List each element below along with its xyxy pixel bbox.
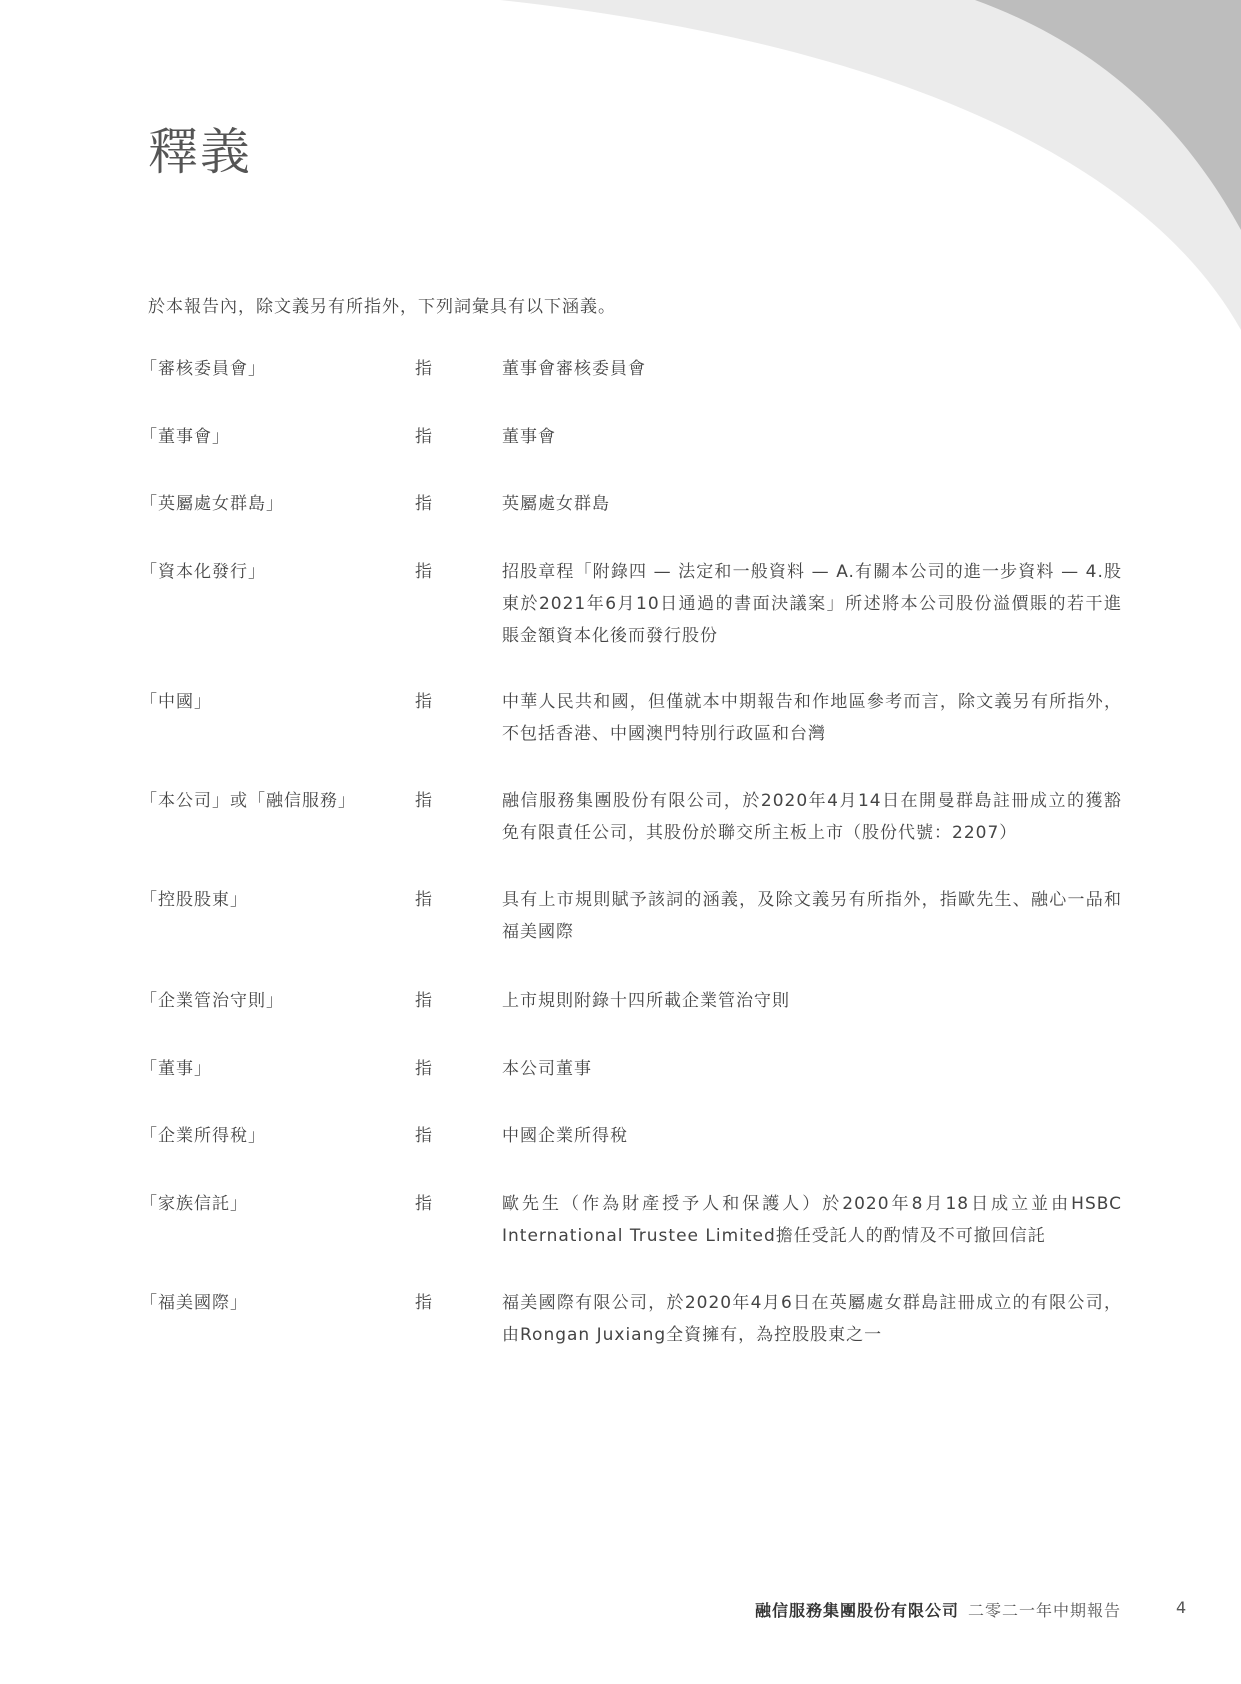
definition-text: 中國企業所得稅	[502, 1126, 628, 1146]
page-number: 4	[1176, 1598, 1187, 1617]
definition-text: 英屬處女群島	[502, 494, 610, 514]
definition-means: 指	[415, 1194, 432, 1214]
definition-means: 指	[415, 1126, 432, 1146]
definition-text: 招股章程「附錄四 — 法定和一般資料 — A.有關本公司的進一步資料 — 4.股東於2021年6月10日通過的書面決議案」所述將本公司股份溢價賬的若干進賬金額資本化後而發行股份	[502, 562, 1122, 646]
definition-text: 上市規則附錄十四所載企業管治守則	[502, 991, 790, 1011]
intro-text: 於本報告內，除文義另有所指外，下列詞彙具有以下涵義。	[148, 297, 616, 317]
definition-means: 指	[415, 562, 432, 582]
definition-means: 指	[415, 494, 432, 514]
definition-text: 具有上市規則賦予該詞的涵義，及除文義另有所指外，指歐先生、融心一品和福美國際	[502, 890, 1122, 942]
definition-text: 董事會審核委員會	[502, 359, 646, 379]
definition-term: 「董事」	[140, 1059, 212, 1079]
definition-term: 「董事會」	[140, 427, 230, 447]
definition-means: 指	[415, 359, 432, 379]
definition-text: 中華人民共和國，但僅就本中期報告和作地區參考而言，除文義另有所指外，不包括香港、中國澳門特別行政區和台灣	[502, 692, 1122, 744]
definition-means: 指	[415, 791, 432, 811]
definition-means: 指	[415, 1059, 432, 1079]
definition-term: 「企業所得稅」	[140, 1126, 266, 1146]
definition-text: 本公司董事	[502, 1059, 592, 1079]
definition-means: 指	[415, 991, 432, 1011]
definition-text: 董事會	[502, 427, 556, 447]
definition-means: 指	[415, 890, 432, 910]
definition-means: 指	[415, 1293, 432, 1313]
page-title: 釋義	[148, 123, 252, 181]
definition-means: 指	[415, 692, 432, 712]
definition-term: 「企業管治守則」	[140, 991, 284, 1011]
definition-term: 「資本化發行」	[140, 562, 266, 582]
definition-term: 「審核委員會」	[140, 359, 266, 379]
definition-means: 指	[415, 427, 432, 447]
definition-term: 「中國」	[140, 692, 212, 712]
definition-term: 「福美國際」	[140, 1293, 248, 1313]
footer-report-title: 二零二一年中期報告	[967, 1601, 1121, 1620]
definition-term: 「英屬處女群島」	[140, 494, 284, 514]
definition-term: 「家族信託」	[140, 1194, 248, 1214]
footer-company-name: 融信服務集團股份有限公司	[754, 1601, 959, 1620]
definition-term: 「控股股東」	[140, 890, 248, 910]
definition-term: 「本公司」或「融信服務」	[140, 791, 356, 811]
page-footer	[0, 1598, 1241, 1628]
definition-text: 歐先生（作為財產授予人和保護人）於2020年8月18日成立並由HSBC International Trustee Limited擔任受託人的酌情及不可撤回信託	[502, 1194, 1122, 1246]
definition-text: 福美國際有限公司，於2020年4月6日在英屬處女群島註冊成立的有限公司，由Rongan Juxiang全資擁有，為控股股東之一	[502, 1293, 1122, 1345]
definition-text: 融信服務集團股份有限公司，於2020年4月14日在開曼群島註冊成立的獲豁免有限責任公司，其股份於聯交所主板上市（股份代號：2207）	[502, 791, 1122, 843]
